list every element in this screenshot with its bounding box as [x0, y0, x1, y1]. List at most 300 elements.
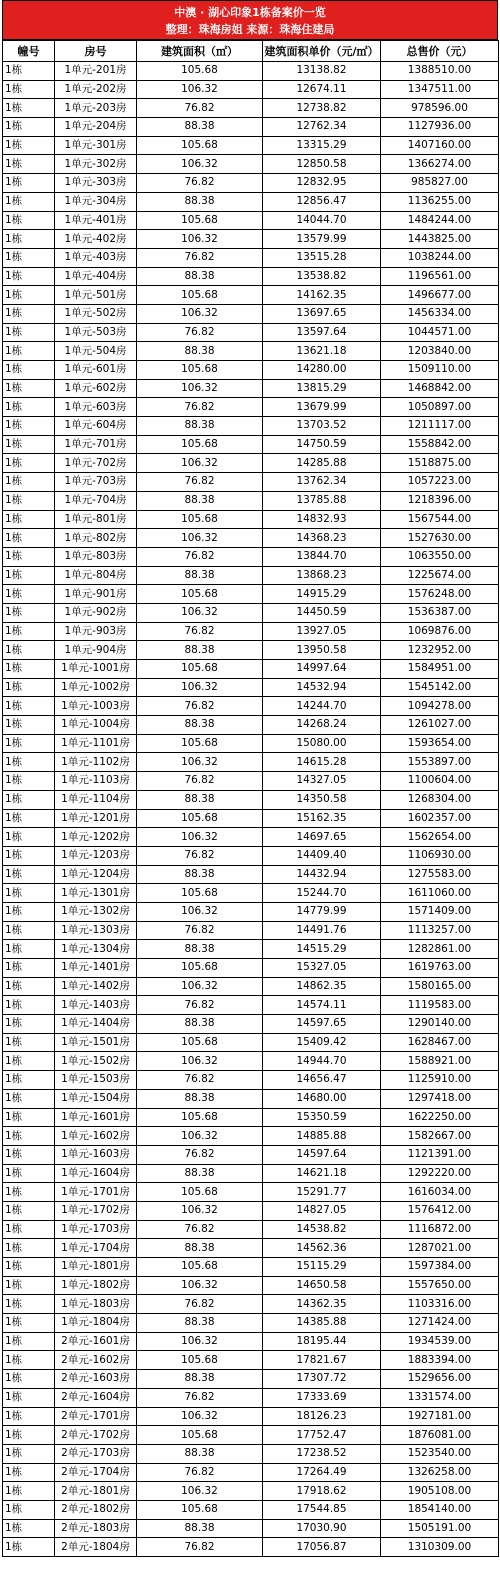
cell-total-price: 1297418.00	[381, 1089, 499, 1108]
cell-building: 1栋	[3, 379, 55, 398]
cell-area: 106.32	[137, 80, 263, 99]
cell-unit-price: 14368.23	[263, 529, 381, 548]
cell-unit-price: 14385.88	[263, 1314, 381, 1333]
cell-area: 76.82	[137, 1220, 263, 1239]
cell-unit-price: 13950.58	[263, 641, 381, 660]
table-row	[3, 753, 499, 772]
cell-area: 106.32	[137, 1482, 263, 1501]
cell-area: 76.82	[137, 323, 263, 342]
table-row	[3, 959, 499, 978]
table-row	[3, 809, 499, 828]
cell-room: 1单元-1202房	[55, 828, 137, 847]
cell-room: 1单元-1302房	[55, 902, 137, 921]
table-row	[3, 1239, 499, 1258]
cell-unit-price: 14162.35	[263, 286, 381, 305]
cell-room: 1单元-704房	[55, 491, 137, 510]
cell-building: 1栋	[3, 454, 55, 473]
sheet-title: 中澳 · 湖心印象1栋备案价一览	[174, 6, 326, 19]
cell-building: 1栋	[3, 996, 55, 1015]
table-row	[3, 678, 499, 697]
table-row	[3, 62, 499, 81]
cell-area: 106.32	[137, 1127, 263, 1146]
table-row	[3, 697, 499, 716]
cell-building: 1栋	[3, 1444, 55, 1463]
cell-building: 1栋	[3, 921, 55, 940]
cell-unit-price: 13579.99	[263, 230, 381, 249]
cell-building: 1栋	[3, 1426, 55, 1445]
cell-building: 1栋	[3, 136, 55, 155]
table-row	[3, 230, 499, 249]
table-body	[3, 62, 499, 1557]
cell-building: 1栋	[3, 62, 55, 81]
cell-area: 106.32	[137, 304, 263, 323]
table-row	[3, 1108, 499, 1127]
cell-unit-price: 15244.70	[263, 884, 381, 903]
cell-area: 105.68	[137, 1258, 263, 1277]
cell-unit-price: 15115.29	[263, 1258, 381, 1277]
cell-total-price: 1611060.00	[381, 884, 499, 903]
cell-room: 1单元-204房	[55, 118, 137, 137]
cell-total-price: 1225674.00	[381, 566, 499, 585]
table-row	[3, 510, 499, 529]
cell-total-price: 1536387.00	[381, 603, 499, 622]
cell-room: 1单元-501房	[55, 286, 137, 305]
cell-room: 1单元-1204房	[55, 865, 137, 884]
table-row	[3, 1388, 499, 1407]
cell-area: 106.32	[137, 603, 263, 622]
cell-room: 1单元-803房	[55, 547, 137, 566]
cell-total-price: 1268304.00	[381, 790, 499, 809]
cell-room: 1单元-801房	[55, 510, 137, 529]
cell-area: 105.68	[137, 510, 263, 529]
cell-room: 1单元-201房	[55, 62, 137, 81]
cell-area: 76.82	[137, 473, 263, 492]
cell-unit-price: 13138.82	[263, 62, 381, 81]
column-header-room: 房号	[55, 41, 137, 62]
cell-area: 105.68	[137, 211, 263, 230]
cell-unit-price: 17821.67	[263, 1351, 381, 1370]
cell-total-price: 1593654.00	[381, 734, 499, 753]
cell-building: 1栋	[3, 622, 55, 641]
cell-total-price: 1103316.00	[381, 1295, 499, 1314]
cell-unit-price: 13315.29	[263, 136, 381, 155]
cell-total-price: 1576248.00	[381, 585, 499, 604]
cell-unit-price: 14621.18	[263, 1164, 381, 1183]
cell-area: 105.68	[137, 884, 263, 903]
cell-building: 1栋	[3, 1463, 55, 1482]
cell-total-price: 1580165.00	[381, 977, 499, 996]
cell-building: 1栋	[3, 1407, 55, 1426]
cell-total-price: 1292220.00	[381, 1164, 499, 1183]
cell-area: 105.68	[137, 1108, 263, 1127]
cell-total-price: 1509110.00	[381, 361, 499, 380]
cell-room: 1单元-1301房	[55, 884, 137, 903]
cell-total-price: 1527630.00	[381, 529, 499, 548]
cell-building: 1栋	[3, 529, 55, 548]
cell-area: 88.38	[137, 1015, 263, 1034]
table-row	[3, 1370, 499, 1389]
cell-room: 1单元-702房	[55, 454, 137, 473]
table-row	[3, 155, 499, 174]
cell-building: 1栋	[3, 417, 55, 436]
table-row	[3, 1201, 499, 1220]
cell-area: 106.32	[137, 155, 263, 174]
cell-room: 1单元-601房	[55, 361, 137, 380]
cell-unit-price: 14944.70	[263, 1052, 381, 1071]
cell-unit-price: 14656.47	[263, 1071, 381, 1090]
cell-total-price: 1271424.00	[381, 1314, 499, 1333]
cell-unit-price: 13762.34	[263, 473, 381, 492]
cell-building: 1栋	[3, 1388, 55, 1407]
table-row	[3, 1407, 499, 1426]
table-row	[3, 398, 499, 417]
cell-building: 1栋	[3, 80, 55, 99]
table-row	[3, 286, 499, 305]
cell-room: 1单元-602房	[55, 379, 137, 398]
cell-room: 2单元-1803房	[55, 1519, 137, 1538]
table-row	[3, 1164, 499, 1183]
cell-total-price: 1211117.00	[381, 417, 499, 436]
table-row	[3, 1295, 499, 1314]
cell-building: 1栋	[3, 342, 55, 361]
cell-area: 76.82	[137, 697, 263, 716]
cell-total-price: 1905108.00	[381, 1482, 499, 1501]
cell-room: 1单元-1102房	[55, 753, 137, 772]
cell-unit-price: 14915.29	[263, 585, 381, 604]
cell-room: 2单元-1801房	[55, 1482, 137, 1501]
cell-total-price: 1876081.00	[381, 1426, 499, 1445]
cell-total-price: 1927181.00	[381, 1407, 499, 1426]
cell-building: 1栋	[3, 1183, 55, 1202]
cell-unit-price: 15291.77	[263, 1183, 381, 1202]
cell-area: 76.82	[137, 1538, 263, 1557]
cell-unit-price: 14750.59	[263, 435, 381, 454]
cell-total-price: 1571409.00	[381, 902, 499, 921]
cell-total-price: 1557650.00	[381, 1276, 499, 1295]
price-table	[2, 40, 499, 1557]
table-row	[3, 192, 499, 211]
cell-area: 88.38	[137, 1314, 263, 1333]
cell-building: 1栋	[3, 884, 55, 903]
cell-total-price: 1523540.00	[381, 1444, 499, 1463]
cell-room: 1单元-1001房	[55, 660, 137, 679]
cell-building: 1栋	[3, 491, 55, 510]
cell-building: 1栋	[3, 547, 55, 566]
cell-total-price: 1407160.00	[381, 136, 499, 155]
cell-total-price: 1562654.00	[381, 828, 499, 847]
cell-unit-price: 17056.87	[263, 1538, 381, 1557]
cell-unit-price: 13621.18	[263, 342, 381, 361]
table-row	[3, 136, 499, 155]
cell-room: 1单元-1601房	[55, 1108, 137, 1127]
cell-room: 1单元-1003房	[55, 697, 137, 716]
cell-total-price: 1116872.00	[381, 1220, 499, 1239]
table-row	[3, 547, 499, 566]
table-row	[3, 1127, 499, 1146]
cell-room: 1单元-1401房	[55, 959, 137, 978]
cell-building: 1栋	[3, 1239, 55, 1258]
cell-unit-price: 14362.35	[263, 1295, 381, 1314]
cell-total-price: 1063550.00	[381, 547, 499, 566]
cell-unit-price: 14538.82	[263, 1220, 381, 1239]
cell-building: 1栋	[3, 1314, 55, 1333]
cell-unit-price: 14244.70	[263, 697, 381, 716]
cell-total-price: 1282861.00	[381, 940, 499, 959]
cell-total-price: 1218396.00	[381, 491, 499, 510]
cell-area: 106.32	[137, 1332, 263, 1351]
cell-total-price: 1883394.00	[381, 1351, 499, 1370]
cell-total-price: 1050897.00	[381, 398, 499, 417]
cell-area: 88.38	[137, 1089, 263, 1108]
column-header-area: 建筑面积（㎡）	[137, 41, 263, 62]
cell-area: 76.82	[137, 921, 263, 940]
cell-unit-price: 14779.99	[263, 902, 381, 921]
cell-building: 1栋	[3, 1538, 55, 1557]
cell-room: 1单元-1702房	[55, 1201, 137, 1220]
cell-total-price: 1057223.00	[381, 473, 499, 492]
cell-total-price: 1347511.00	[381, 80, 499, 99]
table-row	[3, 865, 499, 884]
cell-building: 1栋	[3, 1295, 55, 1314]
cell-room: 1单元-202房	[55, 80, 137, 99]
cell-room: 1单元-1104房	[55, 790, 137, 809]
cell-area: 106.32	[137, 753, 263, 772]
cell-area: 88.38	[137, 1164, 263, 1183]
cell-area: 106.32	[137, 828, 263, 847]
cell-building: 1栋	[3, 1220, 55, 1239]
cell-total-price: 1326258.00	[381, 1463, 499, 1482]
cell-total-price: 1287021.00	[381, 1239, 499, 1258]
table-row	[3, 1482, 499, 1501]
cell-room: 1单元-401房	[55, 211, 137, 230]
cell-building: 1栋	[3, 118, 55, 137]
cell-area: 88.38	[137, 641, 263, 660]
table-row	[3, 585, 499, 604]
cell-room: 1单元-504房	[55, 342, 137, 361]
cell-total-price: 1310309.00	[381, 1538, 499, 1557]
table-row	[3, 1426, 499, 1445]
table-row	[3, 996, 499, 1015]
cell-area: 105.68	[137, 734, 263, 753]
table-row	[3, 622, 499, 641]
cell-area: 88.38	[137, 1519, 263, 1538]
table-row	[3, 884, 499, 903]
cell-area: 106.32	[137, 454, 263, 473]
cell-area: 76.82	[137, 398, 263, 417]
cell-area: 106.32	[137, 1276, 263, 1295]
cell-building: 1栋	[3, 1089, 55, 1108]
cell-area: 106.32	[137, 1201, 263, 1220]
cell-building: 1栋	[3, 846, 55, 865]
cell-building: 1栋	[3, 678, 55, 697]
cell-total-price: 1505191.00	[381, 1519, 499, 1538]
cell-area: 105.68	[137, 361, 263, 380]
table-row	[3, 1258, 499, 1277]
cell-unit-price: 12856.47	[263, 192, 381, 211]
cell-building: 1栋	[3, 1519, 55, 1538]
cell-total-price: 1261027.00	[381, 716, 499, 735]
cell-unit-price: 14532.94	[263, 678, 381, 697]
table-row	[3, 772, 499, 791]
cell-room: 2单元-1702房	[55, 1426, 137, 1445]
cell-unit-price: 13927.05	[263, 622, 381, 641]
cell-total-price: 1388510.00	[381, 62, 499, 81]
cell-building: 1栋	[3, 510, 55, 529]
cell-room: 1单元-203房	[55, 99, 137, 118]
table-row	[3, 99, 499, 118]
cell-room: 1单元-802房	[55, 529, 137, 548]
cell-area: 88.38	[137, 417, 263, 436]
cell-unit-price: 17918.62	[263, 1482, 381, 1501]
cell-unit-price: 14997.64	[263, 660, 381, 679]
header-row	[3, 41, 499, 62]
cell-unit-price: 14615.28	[263, 753, 381, 772]
cell-area: 106.32	[137, 1052, 263, 1071]
cell-area: 88.38	[137, 267, 263, 286]
cell-building: 1栋	[3, 734, 55, 753]
cell-total-price: 1553897.00	[381, 753, 499, 772]
cell-area: 88.38	[137, 716, 263, 735]
cell-area: 105.68	[137, 660, 263, 679]
cell-area: 88.38	[137, 342, 263, 361]
cell-building: 1栋	[3, 1482, 55, 1501]
cell-unit-price: 14350.58	[263, 790, 381, 809]
cell-area: 88.38	[137, 118, 263, 137]
cell-building: 1栋	[3, 1500, 55, 1519]
cell-unit-price: 17333.69	[263, 1388, 381, 1407]
cell-room: 1单元-1701房	[55, 1183, 137, 1202]
cell-room: 1单元-503房	[55, 323, 137, 342]
cell-total-price: 1484244.00	[381, 211, 499, 230]
cell-room: 1单元-904房	[55, 641, 137, 660]
table-row	[3, 529, 499, 548]
cell-room: 1单元-303房	[55, 174, 137, 193]
cell-total-price: 1518875.00	[381, 454, 499, 473]
cell-area: 88.38	[137, 865, 263, 884]
cell-building: 1栋	[3, 1332, 55, 1351]
cell-unit-price: 14597.64	[263, 1145, 381, 1164]
table-row	[3, 379, 499, 398]
cell-room: 1单元-1602房	[55, 1127, 137, 1146]
cell-unit-price: 13868.23	[263, 566, 381, 585]
cell-building: 1栋	[3, 566, 55, 585]
cell-unit-price: 18195.44	[263, 1332, 381, 1351]
cell-unit-price: 14597.65	[263, 1015, 381, 1034]
table-row	[3, 361, 499, 380]
table-row	[3, 1500, 499, 1519]
cell-building: 1栋	[3, 828, 55, 847]
cell-unit-price: 14574.11	[263, 996, 381, 1015]
cell-room: 1单元-701房	[55, 435, 137, 454]
table-row	[3, 1463, 499, 1482]
cell-total-price: 1094278.00	[381, 697, 499, 716]
cell-room: 1单元-1801房	[55, 1258, 137, 1277]
cell-area: 105.68	[137, 62, 263, 81]
table-row	[3, 1276, 499, 1295]
cell-area: 76.82	[137, 547, 263, 566]
cell-building: 1栋	[3, 398, 55, 417]
cell-building: 1栋	[3, 660, 55, 679]
cell-total-price: 1576412.00	[381, 1201, 499, 1220]
cell-building: 1栋	[3, 1145, 55, 1164]
cell-area: 88.38	[137, 1444, 263, 1463]
table-row	[3, 846, 499, 865]
cell-total-price: 1125910.00	[381, 1071, 499, 1090]
cell-unit-price: 14697.65	[263, 828, 381, 847]
cell-area: 105.68	[137, 585, 263, 604]
cell-building: 1栋	[3, 267, 55, 286]
cell-total-price: 1203840.00	[381, 342, 499, 361]
cell-area: 105.68	[137, 809, 263, 828]
cell-total-price: 1616034.00	[381, 1183, 499, 1202]
cell-unit-price: 14285.88	[263, 454, 381, 473]
cell-room: 1单元-1101房	[55, 734, 137, 753]
cell-room: 2单元-1604房	[55, 1388, 137, 1407]
cell-area: 106.32	[137, 902, 263, 921]
cell-room: 1单元-1404房	[55, 1015, 137, 1034]
cell-unit-price: 14280.00	[263, 361, 381, 380]
table-row	[3, 1145, 499, 1164]
cell-unit-price: 17264.49	[263, 1463, 381, 1482]
table-row	[3, 118, 499, 137]
table-row	[3, 828, 499, 847]
cell-total-price: 1468842.00	[381, 379, 499, 398]
cell-total-price: 1529656.00	[381, 1370, 499, 1389]
cell-area: 76.82	[137, 174, 263, 193]
cell-total-price: 1136255.00	[381, 192, 499, 211]
cell-unit-price: 15350.59	[263, 1108, 381, 1127]
cell-room: 1单元-1004房	[55, 716, 137, 735]
table-header	[3, 41, 499, 62]
cell-room: 1单元-1502房	[55, 1052, 137, 1071]
cell-total-price: 1121391.00	[381, 1145, 499, 1164]
cell-room: 1单元-1002房	[55, 678, 137, 697]
cell-total-price: 1602357.00	[381, 809, 499, 828]
cell-room: 1单元-1603房	[55, 1145, 137, 1164]
cell-total-price: 1232952.00	[381, 641, 499, 660]
cell-unit-price: 14562.36	[263, 1239, 381, 1258]
cell-total-price: 1275583.00	[381, 865, 499, 884]
cell-area: 106.32	[137, 678, 263, 697]
cell-room: 1单元-1402房	[55, 977, 137, 996]
cell-area: 105.68	[137, 1033, 263, 1052]
cell-building: 1栋	[3, 323, 55, 342]
cell-unit-price: 15327.05	[263, 959, 381, 978]
cell-total-price: 1854140.00	[381, 1500, 499, 1519]
cell-total-price: 978596.00	[381, 99, 499, 118]
cell-room: 2单元-1704房	[55, 1463, 137, 1482]
cell-total-price: 1619763.00	[381, 959, 499, 978]
cell-total-price: 1496677.00	[381, 286, 499, 305]
table-row	[3, 1089, 499, 1108]
table-row	[3, 248, 499, 267]
cell-building: 1栋	[3, 977, 55, 996]
cell-room: 1单元-1802房	[55, 1276, 137, 1295]
cell-room: 1单元-1604房	[55, 1164, 137, 1183]
cell-building: 1栋	[3, 192, 55, 211]
cell-building: 1栋	[3, 959, 55, 978]
cell-room: 1单元-901房	[55, 585, 137, 604]
table-row	[3, 1183, 499, 1202]
cell-room: 1单元-1501房	[55, 1033, 137, 1052]
cell-building: 1栋	[3, 716, 55, 735]
cell-unit-price: 13697.65	[263, 304, 381, 323]
table-row	[3, 174, 499, 193]
cell-room: 2单元-1603房	[55, 1370, 137, 1389]
cell-total-price: 1366274.00	[381, 155, 499, 174]
cell-room: 1单元-1803房	[55, 1295, 137, 1314]
cell-unit-price: 13815.29	[263, 379, 381, 398]
